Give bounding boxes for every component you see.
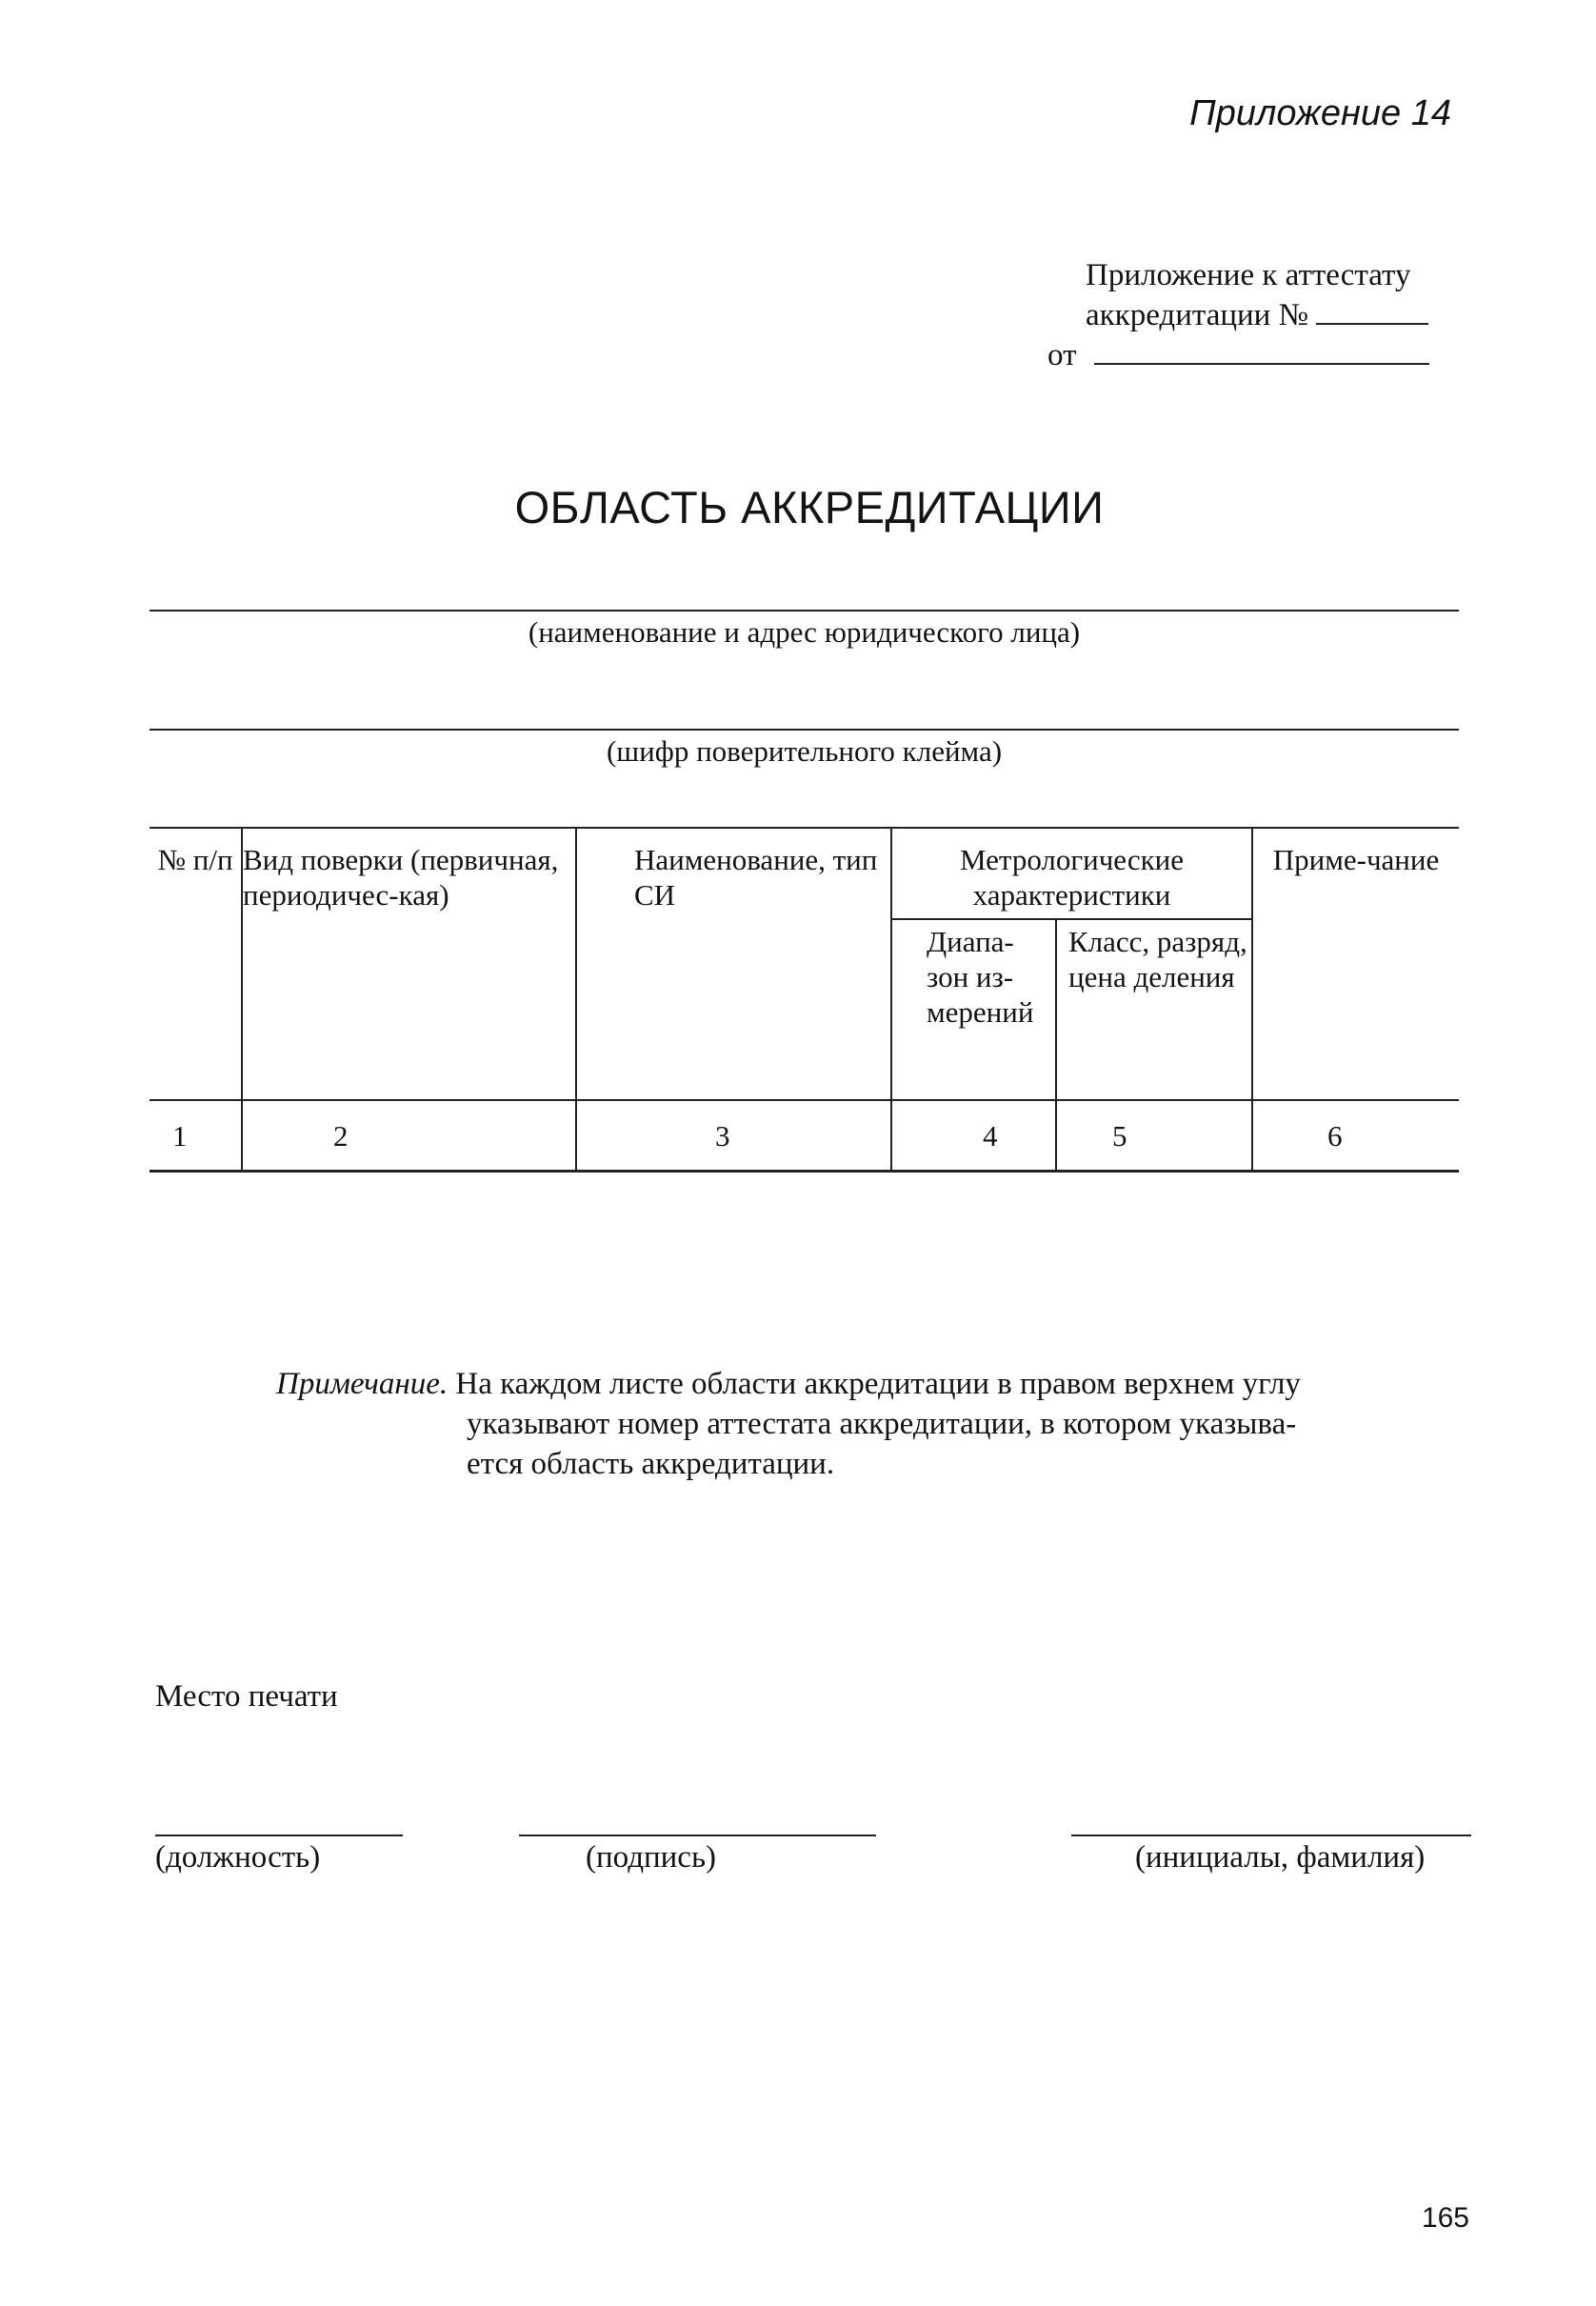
- note-line-1: [276, 1364, 1457, 1404]
- note-text-3: ется область аккредитации.: [467, 1447, 835, 1481]
- name-caption: (инициалы, фамилия): [1135, 1840, 1426, 1875]
- note-text-2: указывают номер аттестата аккредитации, в котором указыва-: [467, 1407, 1297, 1441]
- column-header-accuracy-class: Класс, разряд, цена деления: [1056, 919, 1252, 1100]
- note-label: Примечание.: [276, 1367, 449, 1401]
- attachment-date-blank: [1094, 362, 1429, 365]
- column-header-measurement-range: Диапа-зон из-мерений: [891, 919, 1056, 1100]
- page-number: 165: [1421, 2202, 1469, 2234]
- stamp-place-label: Место печати: [155, 1679, 338, 1714]
- attachment-block: [1047, 255, 1457, 375]
- column-header-metrological-characteristics: Метрологические характеристики: [891, 828, 1252, 919]
- column-number-6: 6: [1252, 1100, 1459, 1172]
- page-title: ОБЛАСТЬ АККРЕДИТАЦИИ: [514, 482, 1105, 532]
- column-number-5: 5: [1056, 1100, 1252, 1172]
- attachment-number-label: аккредитации №: [1086, 298, 1309, 332]
- attachment-line-2: [1047, 295, 1457, 335]
- name-signature-line: [1071, 1835, 1471, 1836]
- column-number-3: 3: [576, 1100, 891, 1172]
- appendix-label: Приложение 14: [1189, 93, 1451, 133]
- column-header-verification-type: Вид поверки (первичная, периодичес-кая): [242, 828, 576, 1100]
- note-block: [276, 1364, 1457, 1484]
- stamp-code-caption: (шифр поверительного клейма): [606, 734, 1003, 768]
- legal-entity-line: [150, 610, 1459, 612]
- column-number-4: 4: [891, 1100, 1056, 1172]
- attachment-line-3: [1047, 335, 1457, 375]
- column-number-1: 1: [150, 1100, 242, 1172]
- column-header-note: Приме-чание: [1252, 828, 1459, 1100]
- signature-caption: (подпись): [586, 1840, 716, 1875]
- column-header-number: № п/п: [150, 828, 242, 1100]
- legal-entity-caption: (наименование и адрес юридического лица): [528, 615, 1081, 649]
- position-caption: (должность): [155, 1840, 321, 1875]
- column-number-2: 2: [242, 1100, 576, 1172]
- attachment-date-label: от: [1047, 338, 1077, 372]
- attachment-number-blank: [1316, 322, 1428, 325]
- position-signature-line: [155, 1835, 403, 1836]
- column-header-instrument-name: Наименование, тип СИ: [576, 828, 891, 1100]
- signature-line: [519, 1835, 876, 1836]
- stamp-code-line: [150, 729, 1459, 731]
- note-text-1: На каждом листе области аккредитации в правом верхнем углу: [455, 1367, 1301, 1401]
- accreditation-scope-table: [150, 827, 1459, 1173]
- attachment-line-1: Приложение к аттестату: [1086, 258, 1411, 292]
